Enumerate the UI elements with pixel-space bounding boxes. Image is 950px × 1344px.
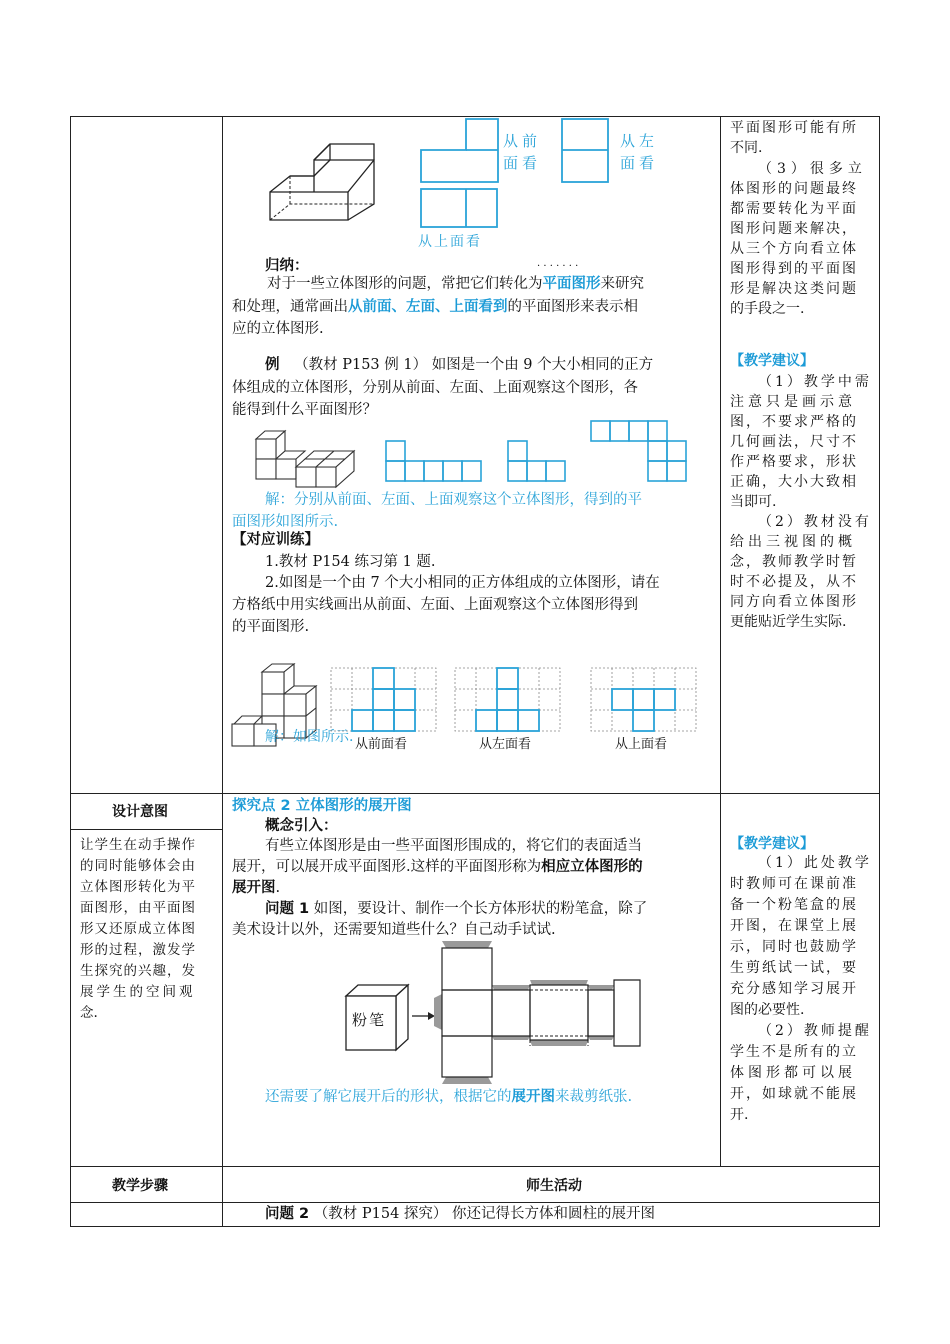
advice2-line-6: 生剪纸试一试，要 bbox=[730, 960, 858, 976]
nine-cube-solid bbox=[256, 430, 358, 490]
summary-text-2a: 和处理，通常画出 bbox=[232, 299, 348, 315]
question-1-label: 问题 1 bbox=[265, 901, 310, 917]
practice-top-grid bbox=[590, 667, 698, 733]
question-1-text-a: 如图，要设计、制作一个长方体形状的粉笔盒，除了 bbox=[313, 901, 648, 917]
summary-text-2c: 的平面图形来表示相 bbox=[507, 299, 638, 315]
note-line-9: 形是解决这类问题 bbox=[730, 281, 858, 297]
example-answer-1: 解：分别从前面、左面、上面观察这个立体图形，得到的平 bbox=[265, 492, 642, 508]
example-text-1: （教材 P153 例 1） 如图是一个由 9 个大小相同的正方 bbox=[294, 357, 654, 373]
design-line-8: 展学生的空间观 bbox=[80, 984, 196, 1000]
left-view-caption-2: 面看 bbox=[620, 154, 659, 172]
summary-text-1c: 来研究 bbox=[600, 276, 644, 292]
question-2-label: 问题 2 bbox=[265, 1206, 310, 1222]
note-line-10: 的手段之一. bbox=[730, 301, 805, 317]
summary-highlight-1: 平面图形 bbox=[542, 276, 601, 292]
advice2-line-7: 充分感知学习展开 bbox=[730, 981, 858, 997]
note-line-4: 体图形的问题最终 bbox=[730, 181, 858, 197]
design-intent-heading: 设计意图 bbox=[112, 804, 168, 820]
concept-emphasis-2: 相应立体图形的 bbox=[541, 859, 643, 875]
explore-answer-emphasis: 展开图 bbox=[511, 1089, 555, 1105]
advice-line-9: 给出三视图的概 bbox=[730, 534, 856, 550]
practice-heading: 【对应训练】 bbox=[232, 532, 319, 548]
design-line-7: 生探究的兴趣，发 bbox=[80, 963, 196, 979]
practice-item-2-line-2: 方格纸中用实线画出从前面、左面、上面观察这个立体图形得到 bbox=[232, 597, 638, 613]
advice2-line-1: （1）此处教学 bbox=[758, 855, 872, 871]
example-line-2: 体组成的立体图形，分别从前面、左面、上面观察这个图形，各 bbox=[232, 380, 638, 396]
front-view-shape bbox=[420, 118, 500, 184]
caption-top-view: 从上面看 bbox=[615, 737, 668, 752]
advice-line-6: 正确，大小大致相 bbox=[730, 474, 858, 490]
note-line-2: 不同. bbox=[730, 140, 763, 156]
left-view-caption-1: 从左 bbox=[620, 132, 659, 150]
practice-item-1: 1.教材 P154 练习第 1 题. bbox=[265, 554, 436, 570]
note-line-3: （3）很多立 bbox=[758, 161, 867, 177]
advice-line-13: 更能贴近学生实际. bbox=[730, 614, 847, 630]
top-view-caption: 从上面看 bbox=[418, 234, 482, 250]
design-line-4: 面图形，由平面图 bbox=[80, 900, 196, 916]
concept-text-2a: 展开，可以展开成平面图形.这样的平面图形称为 bbox=[232, 859, 542, 875]
practice-left-grid bbox=[454, 667, 562, 733]
advice-line-1: （1）教学中需 bbox=[758, 374, 872, 390]
question-2-line bbox=[265, 1203, 655, 1225]
advice-line-7: 当即可. bbox=[730, 494, 777, 510]
note-line-1: 平面图形可能有所 bbox=[730, 120, 858, 136]
advice2-line-4: 开图，在课堂上展 bbox=[730, 918, 858, 934]
example-line-3: 能得到什么平面图形？ bbox=[232, 402, 377, 418]
column-header-steps: 教学步骤 bbox=[112, 1178, 168, 1194]
box-net-diagram bbox=[434, 940, 656, 1085]
example-front-view bbox=[385, 440, 485, 485]
practice-item-2-line-1: 2.如图是一个由 7 个大小相同的正方体组成的立体图形，请在 bbox=[265, 575, 660, 591]
front-view-caption-2: 面看 bbox=[503, 154, 542, 172]
column-header-activity: 师生活动 bbox=[526, 1178, 582, 1194]
summary-line-3: 应的立体图形. bbox=[232, 321, 324, 337]
explore-answer-c: 来裁剪纸张. bbox=[555, 1089, 633, 1105]
example-answer-2: 面图形如图所示. bbox=[232, 514, 339, 530]
question-2-text: （教材 P154 探究） 你还记得长方体和圆柱的展开图 bbox=[313, 1206, 656, 1222]
advice-heading-2: 【教学建议】 bbox=[730, 836, 814, 852]
summary-highlight-2: 从前面、左面、上面看到 bbox=[348, 299, 508, 315]
advice-line-12: 同方向看立体图形 bbox=[730, 594, 858, 610]
step-solid-figure bbox=[268, 140, 378, 225]
advice-line-8: （2）教材没有 bbox=[758, 514, 872, 530]
caption-left-view: 从左面看 bbox=[479, 737, 532, 752]
advice2-line-12: 开，如球就不能展 bbox=[730, 1086, 858, 1102]
example-left-view bbox=[507, 440, 569, 485]
question-1-line-2: 美术设计以外，还需要知道些什么？自己动手试试. bbox=[232, 922, 556, 938]
advice2-line-3: 备一个粉笔盒的展 bbox=[730, 897, 858, 913]
advice2-line-2: 时教师可在课前准 bbox=[730, 876, 858, 892]
note-line-6: 图形问题来解决， bbox=[730, 221, 858, 237]
note-line-7: 从三个方向看立体 bbox=[730, 241, 858, 257]
advice2-line-11: 体图形都可以展 bbox=[730, 1065, 856, 1081]
advice2-line-10: 学生不是所有的立 bbox=[730, 1044, 858, 1060]
advice-line-3: 图，不要求严格的 bbox=[730, 414, 858, 430]
explore-title: 探究点 2 立体图形的展开图 bbox=[232, 798, 412, 814]
note-line-5: 都需要转化为平面 bbox=[730, 201, 858, 217]
concept-line-3 bbox=[232, 877, 280, 899]
explore-answer-a: 还需要了解它展开后的形状，根据它的 bbox=[265, 1089, 512, 1105]
summary-line-1 bbox=[267, 273, 644, 295]
design-line-2: 的同时能够体会由 bbox=[80, 858, 196, 874]
practice-front-grid bbox=[330, 667, 438, 733]
top-view-shape bbox=[420, 188, 500, 230]
advice2-line-9: （2）教师提醒 bbox=[758, 1023, 872, 1039]
advice2-line-13: 开. bbox=[730, 1107, 749, 1123]
design-line-9: 念. bbox=[80, 1005, 98, 1021]
advice-line-10: 念，教师教学时暂 bbox=[730, 554, 858, 570]
advice-line-4: 几何画法，尺寸不 bbox=[730, 434, 858, 450]
practice-item-2-line-3: 的平面图形. bbox=[232, 619, 310, 635]
caption-front-view: 从前面看 bbox=[355, 737, 408, 752]
note-line-8: 图形得到的平面图 bbox=[730, 261, 858, 277]
concept-emphasis-3: 展开图 bbox=[232, 880, 276, 896]
concept-line-2 bbox=[232, 856, 643, 878]
summary-text-1a: 对于一些立体图形的问题，常把它们转化为 bbox=[267, 276, 543, 292]
arrow-icon bbox=[412, 1010, 436, 1022]
example-label: 例 bbox=[265, 357, 280, 373]
summary-heading: 归纳： bbox=[265, 258, 309, 274]
left-view-shape bbox=[561, 118, 611, 184]
design-line-5: 形又还原成立体图 bbox=[80, 921, 196, 937]
advice-line-5: 作严格要求，形状 bbox=[730, 454, 858, 470]
concept-heading: 概念引入： bbox=[265, 818, 338, 834]
concept-period: . bbox=[275, 880, 281, 896]
advice-line-2: 注意只是画示意 bbox=[730, 394, 856, 410]
summary-line-2 bbox=[232, 296, 638, 318]
chalk-box-label: 粉笔 bbox=[352, 1011, 387, 1029]
design-line-6: 形的过程，激发学 bbox=[80, 942, 196, 958]
advice2-line-8: 图的必要性. bbox=[730, 1002, 805, 1018]
emphasis-dots: · · · · · · · bbox=[537, 261, 579, 272]
practice-answer: 解：如图所示. bbox=[265, 729, 354, 745]
front-view-caption-1: 从前 bbox=[503, 132, 542, 150]
example-line-1 bbox=[265, 354, 653, 376]
advice-line-11: 时不必提及，从不 bbox=[730, 574, 858, 590]
design-line-3: 立体图形转化为平 bbox=[80, 879, 196, 895]
advice-heading-1: 【教学建议】 bbox=[730, 353, 814, 369]
example-top-view bbox=[590, 420, 692, 486]
design-line-1: 让学生在动手操作 bbox=[80, 837, 196, 853]
explore-answer bbox=[265, 1086, 632, 1108]
question-1-line-1 bbox=[265, 898, 647, 920]
concept-line-1: 有些立体图形是由一些平面图形围成的，将它们的表面适当 bbox=[265, 838, 642, 854]
advice2-line-5: 示，同时也鼓励学 bbox=[730, 939, 858, 955]
